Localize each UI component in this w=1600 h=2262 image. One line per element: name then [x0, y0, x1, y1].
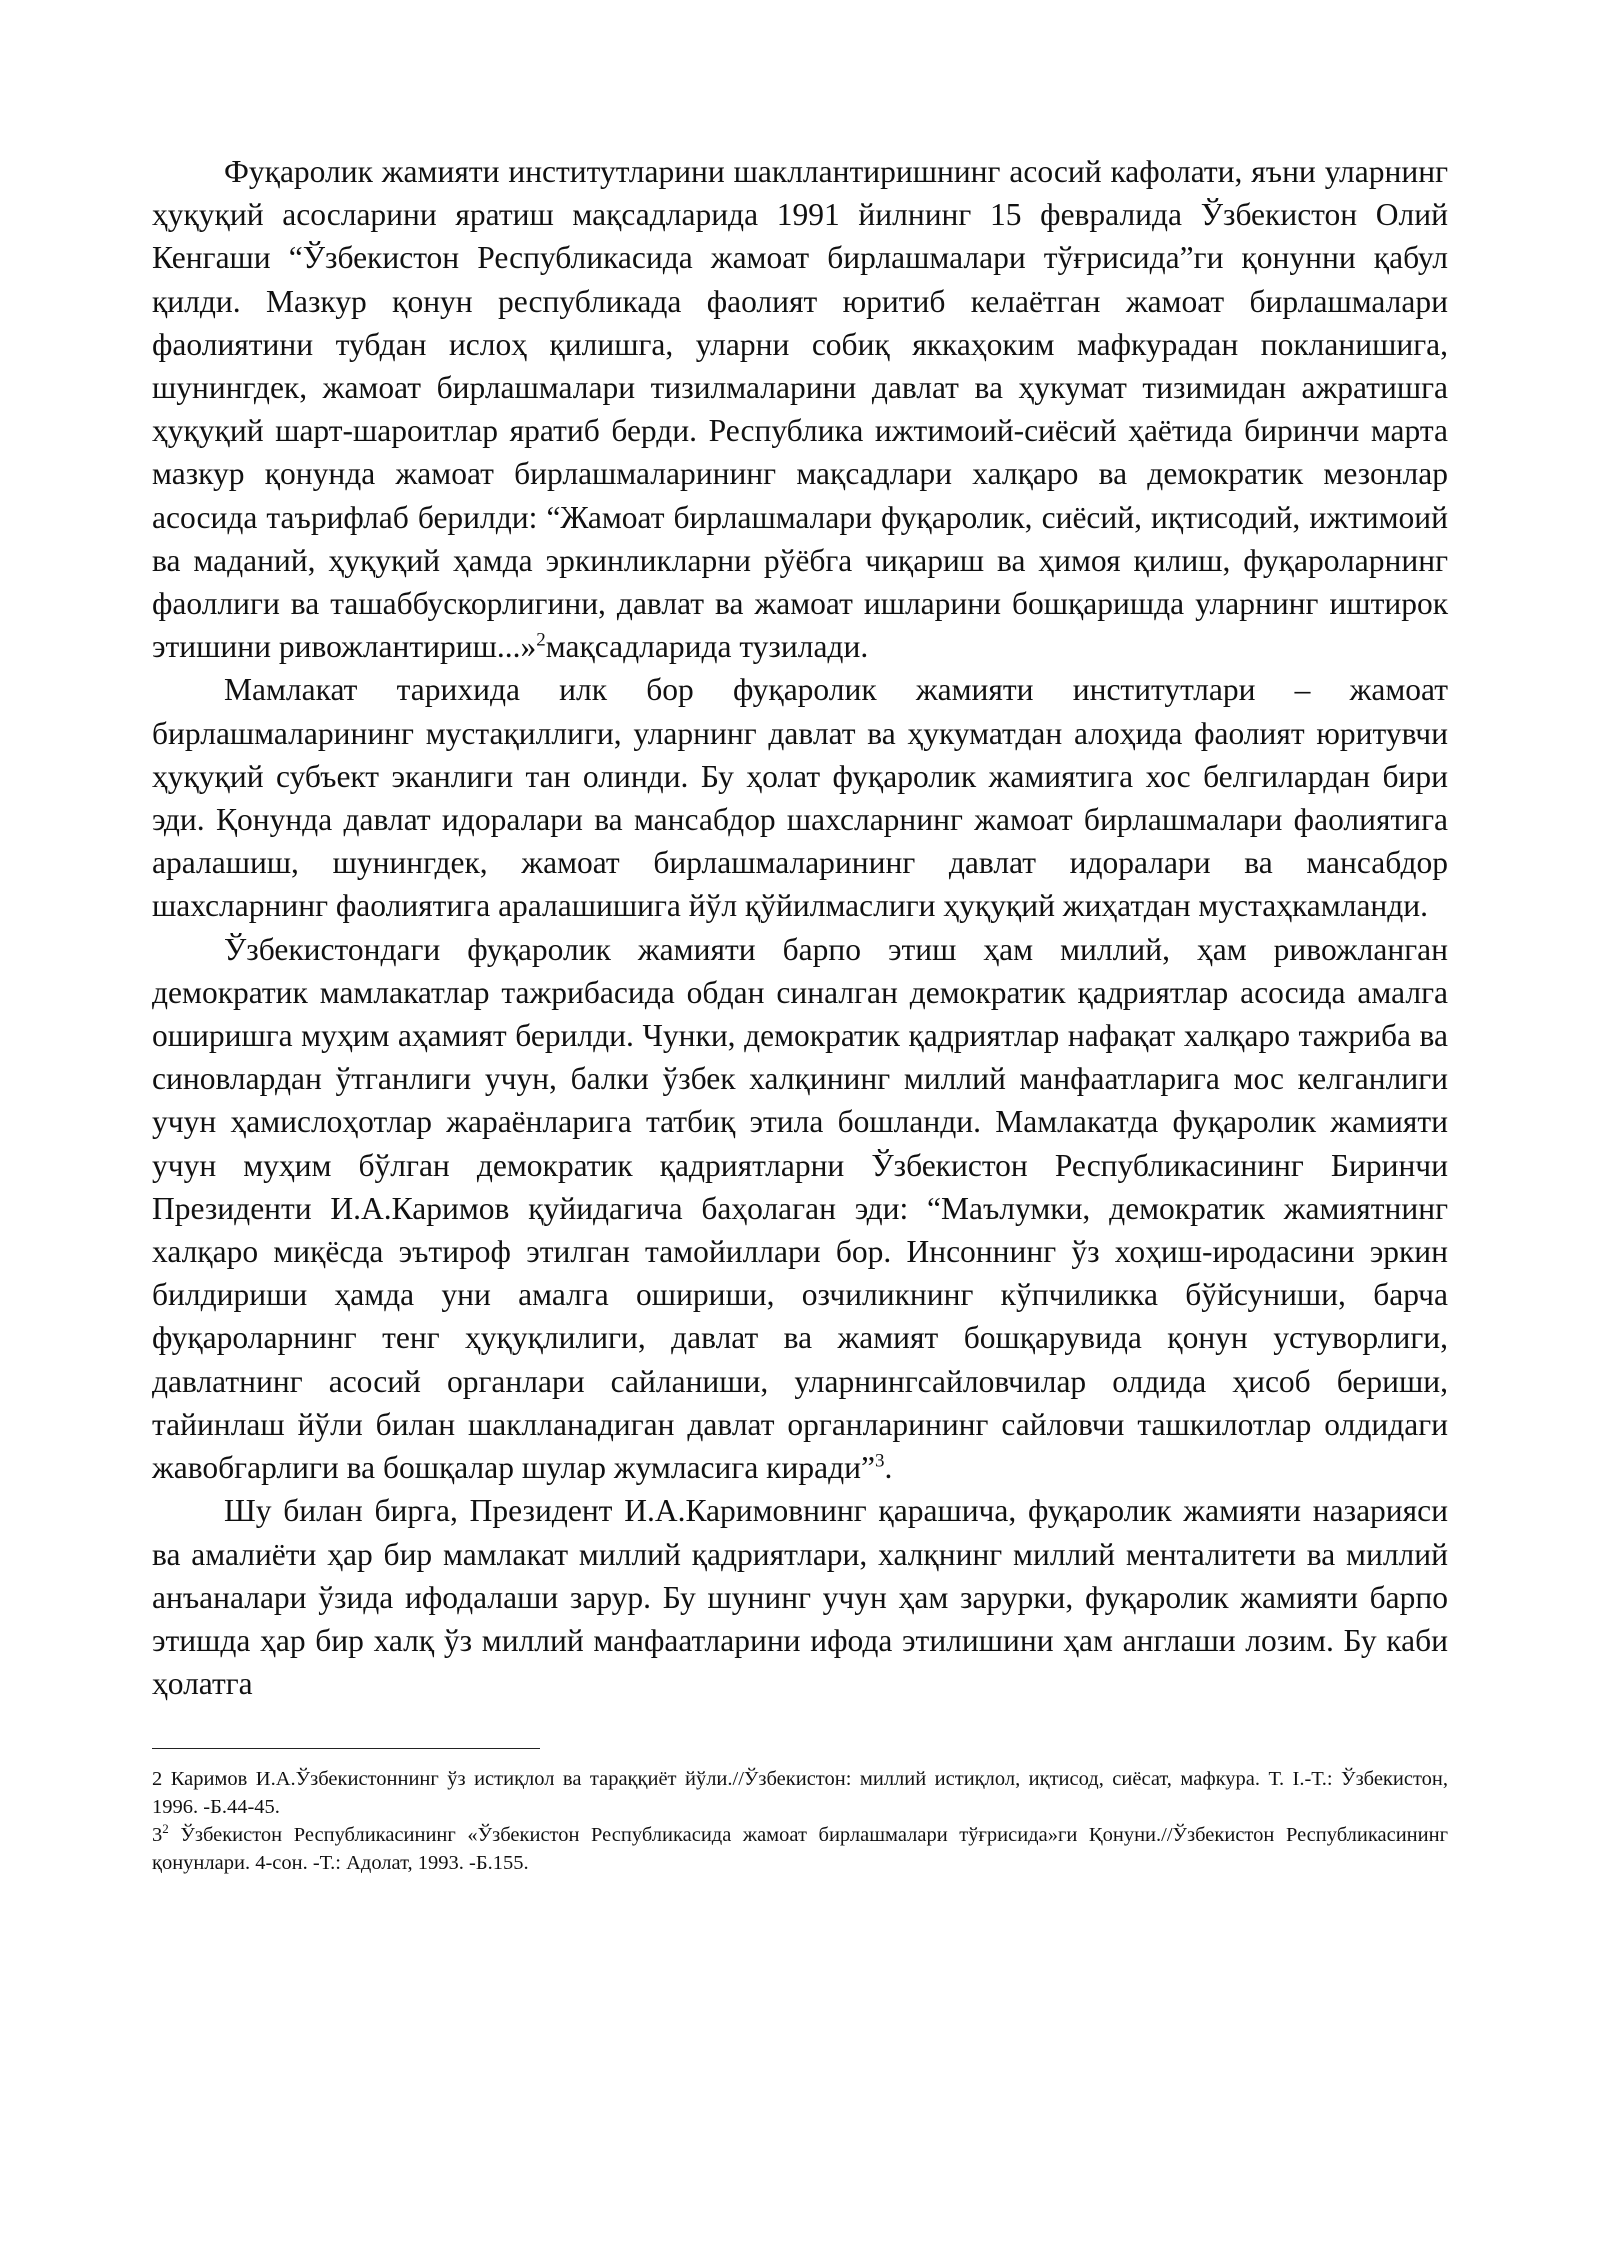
footnote-number-sup: 2	[162, 1821, 169, 1837]
paragraph-3-text: Ўзбекистондаги фуқаролик жамияти барпо этиш ҳам миллий, ҳам ривожланган демократик мамлакатлар тажрибасида обдан синалган демократик қадриятлар асосида амалга оширишга муҳим аҳамият берилди. Чунки, демократик қадриятлар нафақат халқаро тажриба ва синовлардан ўтганлиги учун, балки ўзбек халқининг миллий манфаатларига мос келганлиги учун ҳамислоҳотлар жараёнларига татбиқ этила бошланди. Мамлакатда фуқаролик жамияти учун муҳим бўлган демократик қадриятларни Ўзбекистон Республикасининг Биринчи Президенти И.А.Каримов қуйидагича баҳолаган эди: “Маълумки, демократик жамиятнинг халқаро миқёсда эътироф этилган тамойиллари бор. Инсоннинг ўз хоҳиш-иродасини эркин билдириши ҳамда уни амалга ошириши, озчиликнинг кўпчиликка бўйсуниши, барча фуқароларнинг тенг ҳуқуқлилиги, давлат ва жамият бошқарувида қонун устуворлиги, давлатнинг асосий органлари сайланиши, уларнингсайловчилар олдида ҳисоб бериши, тайинлаш йўли билан шаклланадиган давлат органларининг сайловчи ташкилотлар олдидаги жавобгарлиги ва бошқалар шулар жумласига киради”	[152, 931, 1448, 1486]
document-page	[152, 150, 1448, 1877]
paragraph-1	[152, 150, 1448, 668]
paragraph-1-text: Фуқаролик жамияти институтларини шакллантиришнинг асосий кафолати, яъни уларнинг ҳуқуқий асосларини яратиш мақсадларида 1991 йилнинг 15 февралида Ўзбекистон Олий Кенгаши “Ўзбекистон Республикасида жамоат бирлашмалари тўғрисида”ги қонунни қабул қилди. Мазкур қонун республикада фаолият юритиб келаётган жамоат бирлашмалари фаолиятини тубдан ислоҳ қилишга, уларни собиқ яккаҳоким мафкурадан покланишига, шунингдек, жамоат бирлашмалари тизилмаларини давлат ва ҳукумат тизимидан ажратишга ҳуқуқий шарт-шароитлар яратиб берди. Республика ижтимоий-сиёсий ҳаётида биринчи марта мазкур қонунда жамоат бирлашмаларининг мақсадлари халқаро ва демократик мезонлар асосида таърифлаб берилди: “Жамоат бирлашмалари фуқаролик, сиёсий, иқтисодий, ижтимоий ва маданий, ҳуқуқий ҳамда эркинликларни рўёбга чиқариш ва ҳимоя қилиш, фуқароларнинг фаоллиги ва ташаббускорлигини, давлат ва жамоат ишларини бошқаришда уларнинг иштирок этишини ривожлантириш...»	[152, 154, 1448, 665]
footnote-separator	[152, 1748, 540, 1749]
footnote-3	[152, 1821, 1448, 1877]
paragraph-3-text-end: .	[884, 1450, 893, 1486]
paragraph-2: Мамлакат тарихида илк бор фуқаролик жамияти институтлари – жамоат бирлашмаларининг мустақиллиги, уларнинг давлат ва ҳукуматдан алоҳида фаолият юритувчи ҳуқуқий субъект эканлиги тан олинди. Бу ҳолат фуқаролик жамиятига хос белгилардан бири эди. Қонунда давлат идоралари ва мансабдор шахсларнинг жамоат бирлашмалари фаолиятига аралашиш, шунингдек, жамоат бирлашмаларининг давлат идоралари ва мансабдор шахсларнинг фаолиятига аралашишига йўл қўйилмаслиги ҳуқуқий жиҳатдан мустаҳкамланди.	[152, 672, 1448, 924]
footnote-number: 3	[152, 1824, 163, 1847]
paragraph-4: Шу билан бирга, Президент И.А.Каримовнинг қарашича, фуқаролик жамияти назарияси ва амалиёти ҳар бир мамлакат миллий қадриятлари, халқнинг миллий менталитети ва миллий анъаналари ўзида ифодалаши зарур. Бу шунинг учун ҳам зарурки, фуқаролик жамияти барпо этишда ҳар бир халқ ўз миллий манфаатларини ифода этилишини ҳам англаши лозим. Бу каби ҳолатга	[152, 1493, 1448, 1702]
footnote-text: Ўзбекистон Республикасининг «Ўзбекистон Республикасида жамоат бирлашмалари тўғрисида»ги Қонуни.//Ўзбекистон Республикасининг қонунлари. 4-сон. -Т.: Адолат, 1993. -Б.155.	[152, 1824, 1448, 1875]
paragraph-1-text-end: мақсадларида тузилади.	[545, 629, 869, 665]
footnote-2	[152, 1765, 1448, 1821]
footnote-ref-3[interactable]: 3	[874, 1450, 885, 1472]
paragraph-3	[152, 928, 1448, 1490]
footnote-number: 2	[152, 1768, 163, 1791]
footnote-text: Каримов И.А.Ўзбекистоннинг ўз истиқлол ва тараққиёт йўли.//Ўзбекистон: миллий истиқлол, иқтисод, сиёсат, мафкура. Т. I.-Т.: Ўзбекистон, 1996. -Б.44-45.	[152, 1768, 1448, 1819]
footnotes	[152, 1765, 1448, 1877]
body-text	[152, 150, 1448, 1705]
footnote-ref-2[interactable]: 2	[536, 629, 546, 651]
